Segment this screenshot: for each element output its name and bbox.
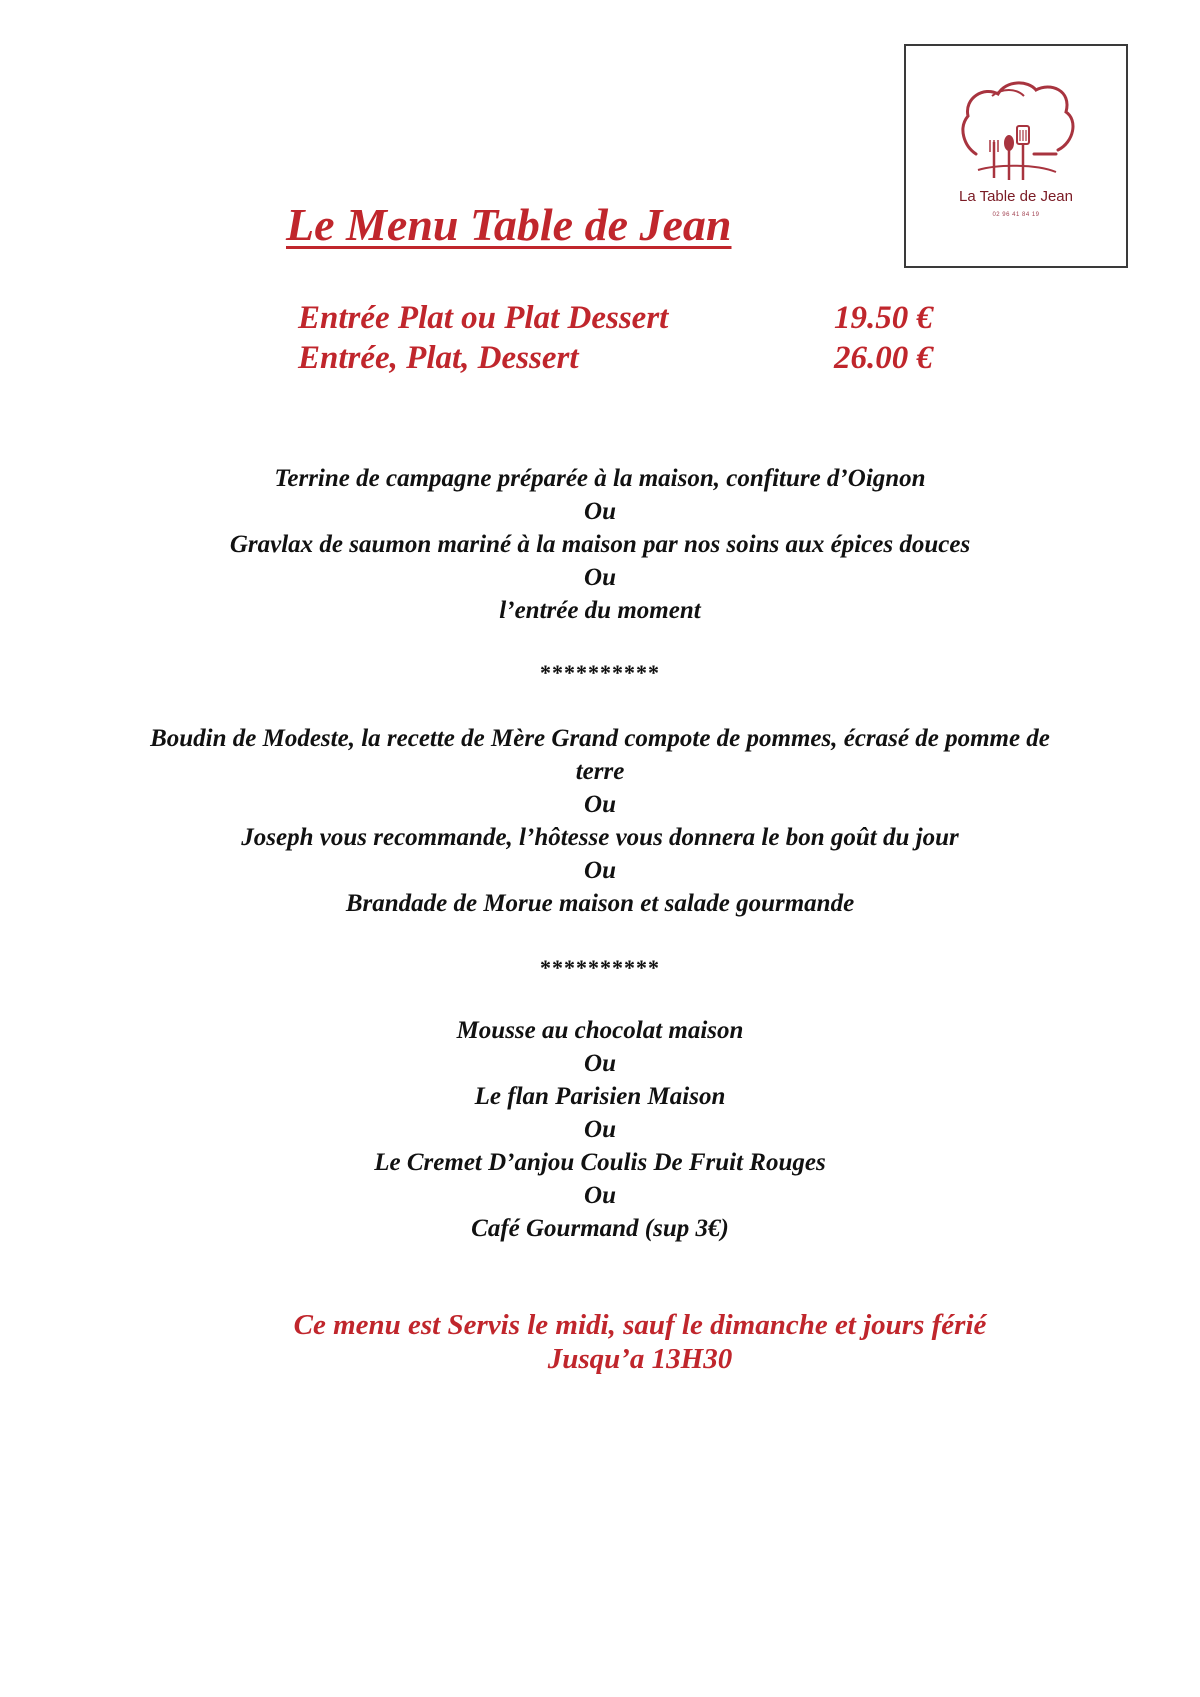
formula-row	[298, 300, 958, 340]
formula-label: Entrée Plat ou Plat Dessert	[298, 300, 669, 336]
menu-dish: l’entrée du moment	[499, 597, 701, 624]
section-separator: **********	[540, 660, 660, 685]
logo-phone: 02 96 41 84 19	[992, 212, 1040, 218]
spatula-icon	[1017, 126, 1029, 180]
menu-dish: Joseph vous recommande, l’hôtesse vous donnera le bon goût du jour	[241, 824, 959, 851]
or-label: Ou	[584, 564, 616, 591]
restaurant-logo	[904, 44, 1128, 268]
or-label: Ou	[584, 1116, 616, 1143]
fork-icon	[990, 140, 998, 178]
page-title: Le Menu Table de Jean	[286, 199, 732, 250]
spoon-icon	[1004, 135, 1014, 180]
menu-dish: Terrine de campagne préparée à la maison, confiture d’Oignon	[274, 465, 926, 492]
logo-name: La Table de Jean	[959, 188, 1073, 205]
service-note	[240, 1308, 1040, 1376]
service-note-line: Ce menu est Servis le midi, sauf le dimanche et jours férié	[293, 1309, 987, 1341]
menu-dish: Brandade de Morue maison et salade gourmande	[345, 890, 855, 917]
menu-dish: Gravlax de saumon mariné à la maison par nos soins aux épices douces	[229, 531, 971, 558]
menu-dish: Boudin de Modeste, la recette de Mère Grand compote de pommes, écrasé de pomme de terre	[150, 725, 1050, 785]
or-label: Ou	[584, 791, 616, 818]
formula-label: Entrée, Plat, Dessert	[298, 340, 579, 376]
menu-dish: Le Cremet D’anjou Coulis De Fruit Rouges	[374, 1149, 826, 1176]
service-note-line: Jusqu’a 13H30	[547, 1343, 733, 1375]
formula-row	[298, 340, 958, 380]
entrees-section	[100, 462, 1100, 627]
plats-section	[150, 722, 1050, 920]
menu-dish: Café Gourmand (sup 3€)	[471, 1215, 729, 1242]
or-label: Ou	[584, 857, 616, 884]
or-label: Ou	[584, 1050, 616, 1077]
formula-price: 26.00 €	[834, 340, 933, 376]
section-separator: **********	[540, 955, 660, 980]
chef-hat-icon	[906, 46, 1126, 186]
menu-dish: Le flan Parisien Maison	[474, 1083, 726, 1110]
desserts-section	[100, 1014, 1100, 1245]
or-label: Ou	[584, 498, 616, 525]
or-label: Ou	[584, 1182, 616, 1209]
formula-price: 19.50 €	[834, 300, 933, 336]
menu-dish: Mousse au chocolat maison	[456, 1017, 744, 1044]
